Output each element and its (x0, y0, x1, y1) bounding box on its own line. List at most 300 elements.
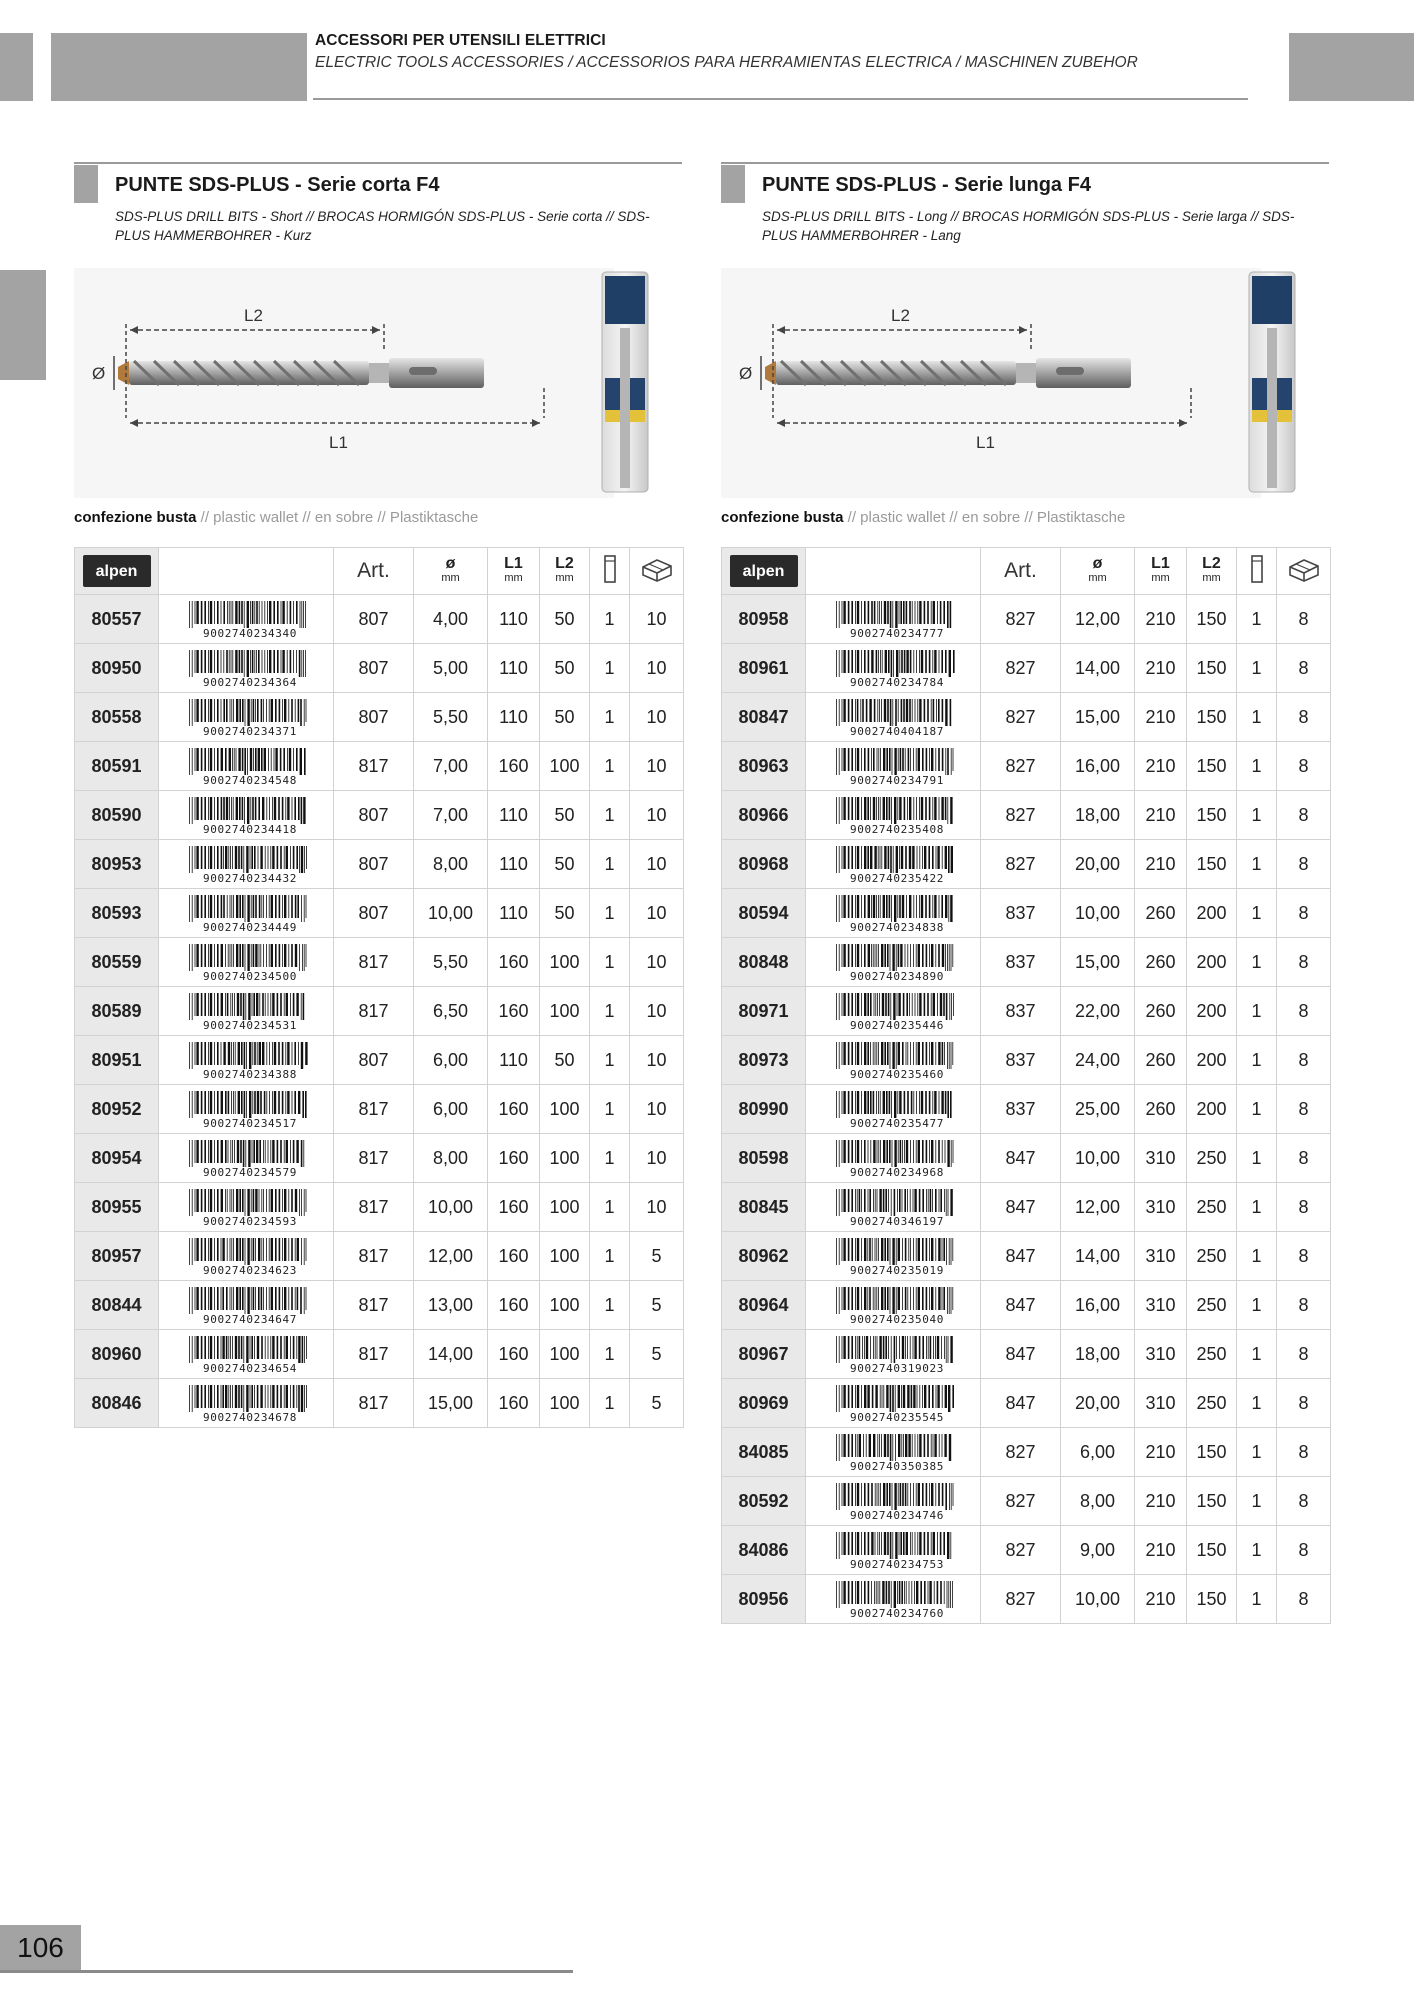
qty-value: 1 (1237, 1575, 1277, 1624)
product-code: 80845 (722, 1183, 806, 1232)
barcode (182, 1334, 310, 1374)
diameter-value: 6,00 (414, 1036, 488, 1085)
barcode-bars (835, 748, 955, 775)
table-row (75, 644, 684, 693)
barcode (182, 1040, 310, 1080)
product-code: 80950 (75, 644, 159, 693)
l2-value: 50 (540, 840, 590, 889)
qty-value: 1 (1237, 1134, 1277, 1183)
l2-value: 200 (1187, 987, 1237, 1036)
barcode-bars (188, 993, 308, 1020)
header-l1 (1135, 548, 1187, 595)
l2-value: 200 (1187, 889, 1237, 938)
l2-value: 150 (1187, 791, 1237, 840)
header-diameter-unit: mm (1088, 572, 1107, 584)
l2-value: 50 (540, 889, 590, 938)
l2-value: 150 (1187, 644, 1237, 693)
l1-value: 160 (488, 938, 540, 987)
l1-value: 260 (1135, 938, 1187, 987)
qty-value: 1 (1237, 693, 1277, 742)
barcode-bars (835, 1140, 955, 1167)
table-row (75, 1330, 684, 1379)
qty-value: 1 (1237, 1281, 1277, 1330)
barcode (829, 648, 957, 688)
pack-value: 10 (630, 791, 684, 840)
article-number: 827 (981, 693, 1061, 742)
barcode-bars (835, 1581, 955, 1608)
diameter-value: 8,00 (414, 840, 488, 889)
qty-value: 1 (590, 644, 630, 693)
qty-value: 1 (590, 840, 630, 889)
barcode (829, 893, 957, 933)
packaging-label-translations: // plastic wallet // en sobre // Plastiktasche (843, 509, 1126, 526)
barcode-bars (835, 797, 955, 824)
barcode-cell (806, 1036, 981, 1085)
barcode-cell (806, 987, 981, 1036)
barcode-number: 9002740234760 (850, 1607, 944, 1620)
article-number: 827 (981, 1477, 1061, 1526)
article-number: 837 (981, 1036, 1061, 1085)
header-l2-label: L2 (1202, 555, 1221, 572)
article-number: 847 (981, 1134, 1061, 1183)
barcode-number: 9002740234500 (203, 970, 297, 983)
barcode-number: 9002740234340 (203, 627, 297, 640)
l1-value: 310 (1135, 1134, 1187, 1183)
l1-value: 260 (1135, 1085, 1187, 1134)
barcode (829, 1579, 957, 1619)
product-code: 84085 (722, 1428, 806, 1477)
box-icon (1286, 567, 1322, 587)
label-l2: L2 (891, 306, 910, 325)
table-row (75, 693, 684, 742)
table-row (75, 742, 684, 791)
table-row (75, 889, 684, 938)
packaging-label-bold: confezione busta (721, 509, 844, 526)
qty-value: 1 (1237, 938, 1277, 987)
article-number: 827 (981, 742, 1061, 791)
header-art (334, 548, 414, 595)
table-row (722, 1232, 1331, 1281)
table-row (722, 742, 1331, 791)
barcode (829, 1530, 957, 1570)
diameter-value: 10,00 (1061, 1134, 1135, 1183)
barcode-bars (188, 1287, 308, 1314)
l1-value: 110 (488, 644, 540, 693)
table-row (722, 1134, 1331, 1183)
table-row (722, 1183, 1331, 1232)
diameter-value: 20,00 (1061, 1379, 1135, 1428)
barcode-cell (806, 1281, 981, 1330)
qty-value: 1 (590, 693, 630, 742)
footer-rule (0, 1970, 573, 1973)
l2-value: 150 (1187, 1575, 1237, 1624)
barcode-number: 9002740234654 (203, 1362, 297, 1375)
article-number: 847 (981, 1330, 1061, 1379)
qty-value: 1 (590, 1330, 630, 1379)
side-tab (0, 270, 46, 380)
barcode (829, 991, 957, 1031)
product-code: 80594 (722, 889, 806, 938)
article-number: 827 (981, 791, 1061, 840)
pack-value: 8 (1277, 1575, 1331, 1624)
barcode-bars (188, 1091, 308, 1118)
diameter-value: 5,50 (414, 938, 488, 987)
article-number: 827 (981, 1526, 1061, 1575)
l1-value: 110 (488, 840, 540, 889)
barcode-number: 9002740234838 (850, 921, 944, 934)
diameter-value: 5,00 (414, 644, 488, 693)
table-row (722, 987, 1331, 1036)
l1-value: 210 (1135, 791, 1187, 840)
l2-value: 250 (1187, 1379, 1237, 1428)
header-l1 (488, 548, 540, 595)
diameter-value: 8,00 (414, 1134, 488, 1183)
barcode-cell (806, 840, 981, 889)
pack-value: 8 (1277, 1232, 1331, 1281)
barcode-cell (159, 644, 334, 693)
packaging-label-translations: // plastic wallet // en sobre // Plastiktasche (196, 509, 479, 526)
barcode-bars (188, 1336, 308, 1363)
l1-value: 160 (488, 1281, 540, 1330)
diameter-value: 12,00 (1061, 1183, 1135, 1232)
barcode (829, 599, 957, 639)
pack-value: 10 (630, 889, 684, 938)
barcode-number: 9002740234548 (203, 774, 297, 787)
l1-value: 110 (488, 791, 540, 840)
qty-value: 1 (590, 791, 630, 840)
l2-value: 100 (540, 1232, 590, 1281)
barcode-bars (835, 1483, 955, 1510)
diameter-value: 14,00 (414, 1330, 488, 1379)
qty-value: 1 (1237, 595, 1277, 644)
barcode-cell (806, 889, 981, 938)
qty-value: 1 (1237, 742, 1277, 791)
qty-value: 1 (590, 1183, 630, 1232)
barcode-cell (159, 987, 334, 1036)
article-number: 827 (981, 595, 1061, 644)
barcode-number: 9002740234388 (203, 1068, 297, 1081)
table-row (75, 840, 684, 889)
table-row (75, 1281, 684, 1330)
header-l1-unit: mm (1151, 572, 1170, 584)
diameter-value: 8,00 (1061, 1477, 1135, 1526)
barcode (182, 1187, 310, 1227)
barcode-number: 9002740234531 (203, 1019, 297, 1032)
table-row (75, 987, 684, 1036)
l1-value: 310 (1135, 1330, 1187, 1379)
product-code: 80973 (722, 1036, 806, 1085)
barcode-bars (835, 650, 955, 677)
label-diameter: Ø (92, 364, 106, 383)
barcode (182, 991, 310, 1031)
qty-value: 1 (590, 1036, 630, 1085)
barcode-number: 9002740235422 (850, 872, 944, 885)
diameter-value: 4,00 (414, 595, 488, 644)
pack-value: 8 (1277, 889, 1331, 938)
article-number: 837 (981, 938, 1061, 987)
barcode-number: 9002740235446 (850, 1019, 944, 1032)
header-diameter-unit: mm (441, 572, 460, 584)
barcode (829, 1285, 957, 1325)
barcode-number: 9002740234678 (203, 1411, 297, 1424)
header-l2-stack (540, 557, 589, 585)
diameter-value: 7,00 (414, 742, 488, 791)
barcode-cell (806, 644, 981, 693)
table-row (722, 595, 1331, 644)
section-rule (74, 162, 682, 164)
barcode-bars (835, 1434, 955, 1461)
l2-value: 250 (1187, 1232, 1237, 1281)
barcode-bars (835, 1238, 955, 1265)
barcode-bars (188, 748, 308, 775)
pack-value: 8 (1277, 938, 1331, 987)
header-pack (1277, 548, 1331, 595)
l1-value: 210 (1135, 595, 1187, 644)
pack-value: 8 (1277, 840, 1331, 889)
l2-value: 250 (1187, 1134, 1237, 1183)
header-diameter (414, 548, 488, 595)
pack-value: 10 (630, 1085, 684, 1134)
article-number: 847 (981, 1379, 1061, 1428)
barcode-cell (159, 1183, 334, 1232)
pack-value: 8 (1277, 1379, 1331, 1428)
l2-value: 100 (540, 987, 590, 1036)
header-subtitle: ELECTRIC TOOLS ACCESSORIES / ACCESSORIOS PARA HERRAMIENTAS ELECTRICA / MASCHINEN ZUBEHOR (315, 54, 1138, 71)
table-row (722, 1428, 1331, 1477)
header-diameter-stack (414, 557, 487, 585)
pack-value: 10 (630, 644, 684, 693)
barcode-bars (835, 1336, 955, 1363)
article-number: 807 (334, 840, 414, 889)
l2-value: 50 (540, 595, 590, 644)
product-code: 80967 (722, 1330, 806, 1379)
barcode-number: 9002740234364 (203, 676, 297, 689)
l1-value: 160 (488, 1085, 540, 1134)
l1-value: 210 (1135, 742, 1187, 791)
product-code: 80598 (722, 1134, 806, 1183)
barcode-cell (806, 1330, 981, 1379)
header-diameter (1061, 548, 1135, 595)
diameter-value: 13,00 (414, 1281, 488, 1330)
product-code: 80969 (722, 1379, 806, 1428)
table-row (75, 938, 684, 987)
header-diameter-stack (1061, 557, 1134, 585)
article-number: 827 (981, 644, 1061, 693)
label-diameter: Ø (739, 364, 753, 383)
article-number: 827 (981, 1428, 1061, 1477)
barcode-cell (159, 742, 334, 791)
diameter-value: 15,00 (1061, 693, 1135, 742)
product-code: 80956 (722, 1575, 806, 1624)
diameter-value: 14,00 (1061, 644, 1135, 693)
article-number: 847 (981, 1183, 1061, 1232)
table-row (722, 1330, 1331, 1379)
l1-value: 160 (488, 1379, 540, 1428)
product-code: 80846 (75, 1379, 159, 1428)
l1-value: 260 (1135, 987, 1187, 1036)
article-number: 817 (334, 1281, 414, 1330)
barcode-bars (835, 1532, 955, 1559)
pack-value: 10 (630, 742, 684, 791)
table-row (722, 1575, 1331, 1624)
pack-value: 8 (1277, 1428, 1331, 1477)
barcode-number: 9002740234647 (203, 1313, 297, 1326)
header-l2-unit: mm (555, 572, 574, 584)
product-code: 80847 (722, 693, 806, 742)
table-row (75, 1232, 684, 1281)
barcode-bars (835, 846, 955, 873)
pack-value: 10 (630, 595, 684, 644)
table-row (722, 791, 1331, 840)
table-row (722, 1379, 1331, 1428)
qty-value: 1 (590, 889, 630, 938)
barcode-cell (159, 1232, 334, 1281)
l1-value: 310 (1135, 1183, 1187, 1232)
barcode-bars (188, 650, 308, 677)
product-code: 80957 (75, 1232, 159, 1281)
qty-value: 1 (1237, 1232, 1277, 1281)
table-row (75, 1036, 684, 1085)
article-number: 817 (334, 742, 414, 791)
qty-value: 1 (1237, 1428, 1277, 1477)
barcode-number: 9002740235545 (850, 1411, 944, 1424)
l1-value: 210 (1135, 1526, 1187, 1575)
barcode (829, 1040, 957, 1080)
barcode-bars (835, 993, 955, 1020)
diameter-value: 16,00 (1061, 742, 1135, 791)
barcode-bars (188, 1189, 308, 1216)
article-number: 807 (334, 595, 414, 644)
label-l2: L2 (244, 306, 263, 325)
product-code: 80971 (722, 987, 806, 1036)
diameter-value: 6,00 (414, 1085, 488, 1134)
header-pack (630, 548, 684, 595)
barcode-number: 9002740234418 (203, 823, 297, 836)
l2-value: 50 (540, 644, 590, 693)
pack-value: 8 (1277, 742, 1331, 791)
header-l1-unit: mm (504, 572, 523, 584)
l1-value: 210 (1135, 840, 1187, 889)
section-marker (721, 165, 745, 203)
pack-value: 5 (630, 1330, 684, 1379)
product-code: 80952 (75, 1085, 159, 1134)
pack-value: 8 (1277, 1036, 1331, 1085)
barcode-cell (806, 791, 981, 840)
l2-value: 100 (540, 1330, 590, 1379)
barcode (829, 795, 957, 835)
article-number: 817 (334, 1085, 414, 1134)
drill-illustration-short (74, 268, 686, 498)
l2-value: 150 (1187, 1477, 1237, 1526)
barcode-bars (188, 1140, 308, 1167)
barcode (829, 746, 957, 786)
barcode-number: 9002740234746 (850, 1509, 944, 1522)
l2-value: 100 (540, 742, 590, 791)
header-art (981, 548, 1061, 595)
l1-value: 160 (488, 987, 540, 1036)
header-art-label: Art. (357, 559, 390, 582)
l2-value: 200 (1187, 1085, 1237, 1134)
barcode-number: 9002740234593 (203, 1215, 297, 1228)
pack-value: 5 (630, 1232, 684, 1281)
barcode-number: 9002740234371 (203, 725, 297, 738)
barcode-cell (159, 938, 334, 987)
barcode (182, 746, 310, 786)
barcode (829, 1432, 957, 1472)
qty-value: 1 (1237, 791, 1277, 840)
qty-value: 1 (1237, 840, 1277, 889)
pack-value: 10 (630, 1134, 684, 1183)
l1-value: 310 (1135, 1281, 1187, 1330)
diameter-value: 9,00 (1061, 1526, 1135, 1575)
header-l2-label: L2 (555, 555, 574, 572)
qty-value: 1 (590, 1379, 630, 1428)
header-l1-label: L1 (504, 555, 523, 572)
table-row (75, 1379, 684, 1428)
table-row (722, 1526, 1331, 1575)
qty-value: 1 (590, 595, 630, 644)
product-code: 80590 (75, 791, 159, 840)
barcode (182, 795, 310, 835)
section-title: PUNTE SDS-PLUS - Serie corta F4 (115, 174, 440, 196)
product-table-long (721, 547, 1331, 1624)
l1-value: 210 (1135, 693, 1187, 742)
product-code: 80589 (75, 987, 159, 1036)
section-subtitle: SDS-PLUS DRILL BITS - Short // BROCAS HORMIGÓN SDS-PLUS - Serie corta // SDS-PLUS HAMMERBOHRER - Kurz (115, 209, 650, 243)
diameter-value: 18,00 (1061, 1330, 1135, 1379)
barcode-cell (159, 889, 334, 938)
qty-value: 1 (1237, 1036, 1277, 1085)
l2-value: 50 (540, 693, 590, 742)
product-code: 80954 (75, 1134, 159, 1183)
pack-value: 8 (1277, 1477, 1331, 1526)
pack-value: 5 (630, 1379, 684, 1428)
diameter-value: 5,50 (414, 693, 488, 742)
product-code: 80557 (75, 595, 159, 644)
qty-value: 1 (590, 938, 630, 987)
qty-value: 1 (590, 1134, 630, 1183)
barcode (829, 697, 957, 737)
l1-value: 260 (1135, 1036, 1187, 1085)
pack-value: 8 (1277, 693, 1331, 742)
barcode-number: 9002740234579 (203, 1166, 297, 1179)
header-qty (590, 548, 630, 595)
packaging-label-bold: confezione busta (74, 509, 197, 526)
l1-value: 110 (488, 595, 540, 644)
barcode (182, 1285, 310, 1325)
barcode-cell (159, 840, 334, 889)
barcode-number: 9002740346197 (850, 1215, 944, 1228)
barcode-bars (188, 895, 308, 922)
table-row (75, 1183, 684, 1232)
label-l1: L1 (329, 433, 348, 452)
barcode-header (806, 548, 981, 595)
article-number: 827 (981, 840, 1061, 889)
product-table-short (74, 547, 684, 1428)
diameter-value: 18,00 (1061, 791, 1135, 840)
barcode-bars (188, 1385, 308, 1412)
article-number: 837 (981, 1085, 1061, 1134)
qty-value: 1 (1237, 1477, 1277, 1526)
article-number: 817 (334, 938, 414, 987)
header-l2 (1187, 548, 1237, 595)
barcode-bars (835, 601, 955, 628)
barcode-bars (188, 797, 308, 824)
barcode (182, 1138, 310, 1178)
l1-value: 210 (1135, 644, 1187, 693)
diameter-value: 6,00 (1061, 1428, 1135, 1477)
product-code: 80953 (75, 840, 159, 889)
